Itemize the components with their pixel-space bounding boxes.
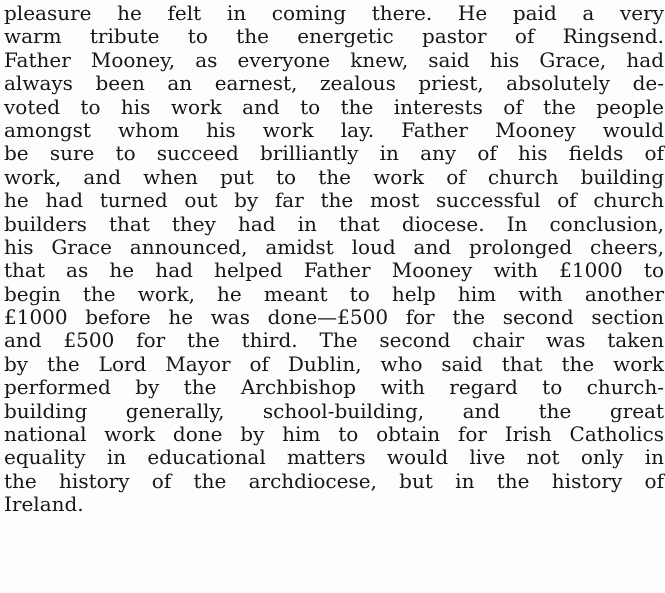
text-line: the history of the archdiocese, but in the history of [4, 468, 664, 493]
text-line: amongst whom his work lay. Father Mooney would [4, 117, 664, 142]
text-line: pleasure he felt in coming there. He paid a very [4, 1, 664, 25]
text-line: be sure to succeed brilliantly in any of his fields of [4, 141, 664, 166]
text-line: Father Mooney, as everyone knew, said his Grace, had [4, 47, 664, 72]
text-line: national work done by him to obtain for Irish Catholics [4, 422, 664, 447]
text-line: warm tribute to the energetic pastor of Ringsend. [4, 24, 664, 49]
text-line: and £500 for the third. The second chair was taken [4, 328, 664, 353]
text-line: always been an earnest, zealous priest, absolutely de- [4, 71, 664, 96]
text-line: his Grace announced, amidst loud and prolonged cheers, [4, 234, 664, 259]
text-line: that as he had helped Father Mooney with £1000 to [4, 258, 664, 283]
text-line: he had turned out by far the most successful of church [4, 188, 664, 213]
text-line: voted to his work and to the interests of the people [4, 94, 664, 119]
text-line: builders that they had in that diocese. In conclusion, [4, 211, 664, 236]
text-line: equality in educational matters would live not only in [4, 445, 664, 470]
text-line: Ireland. [4, 492, 84, 517]
text-line: £1000 before he was done—£500 for the second section [4, 305, 664, 330]
text-line: begin the work, he meant to help him with another [4, 281, 664, 306]
article-text [4, 2, 664, 517]
text-line: work, and when put to the work of church building [4, 164, 664, 189]
text-line: performed by the Archbishop with regard to church- [4, 375, 664, 400]
text-line: building generally, school-building, and the great [4, 398, 664, 423]
text-line: by the Lord Mayor of Dublin, who said that the work [4, 351, 664, 376]
